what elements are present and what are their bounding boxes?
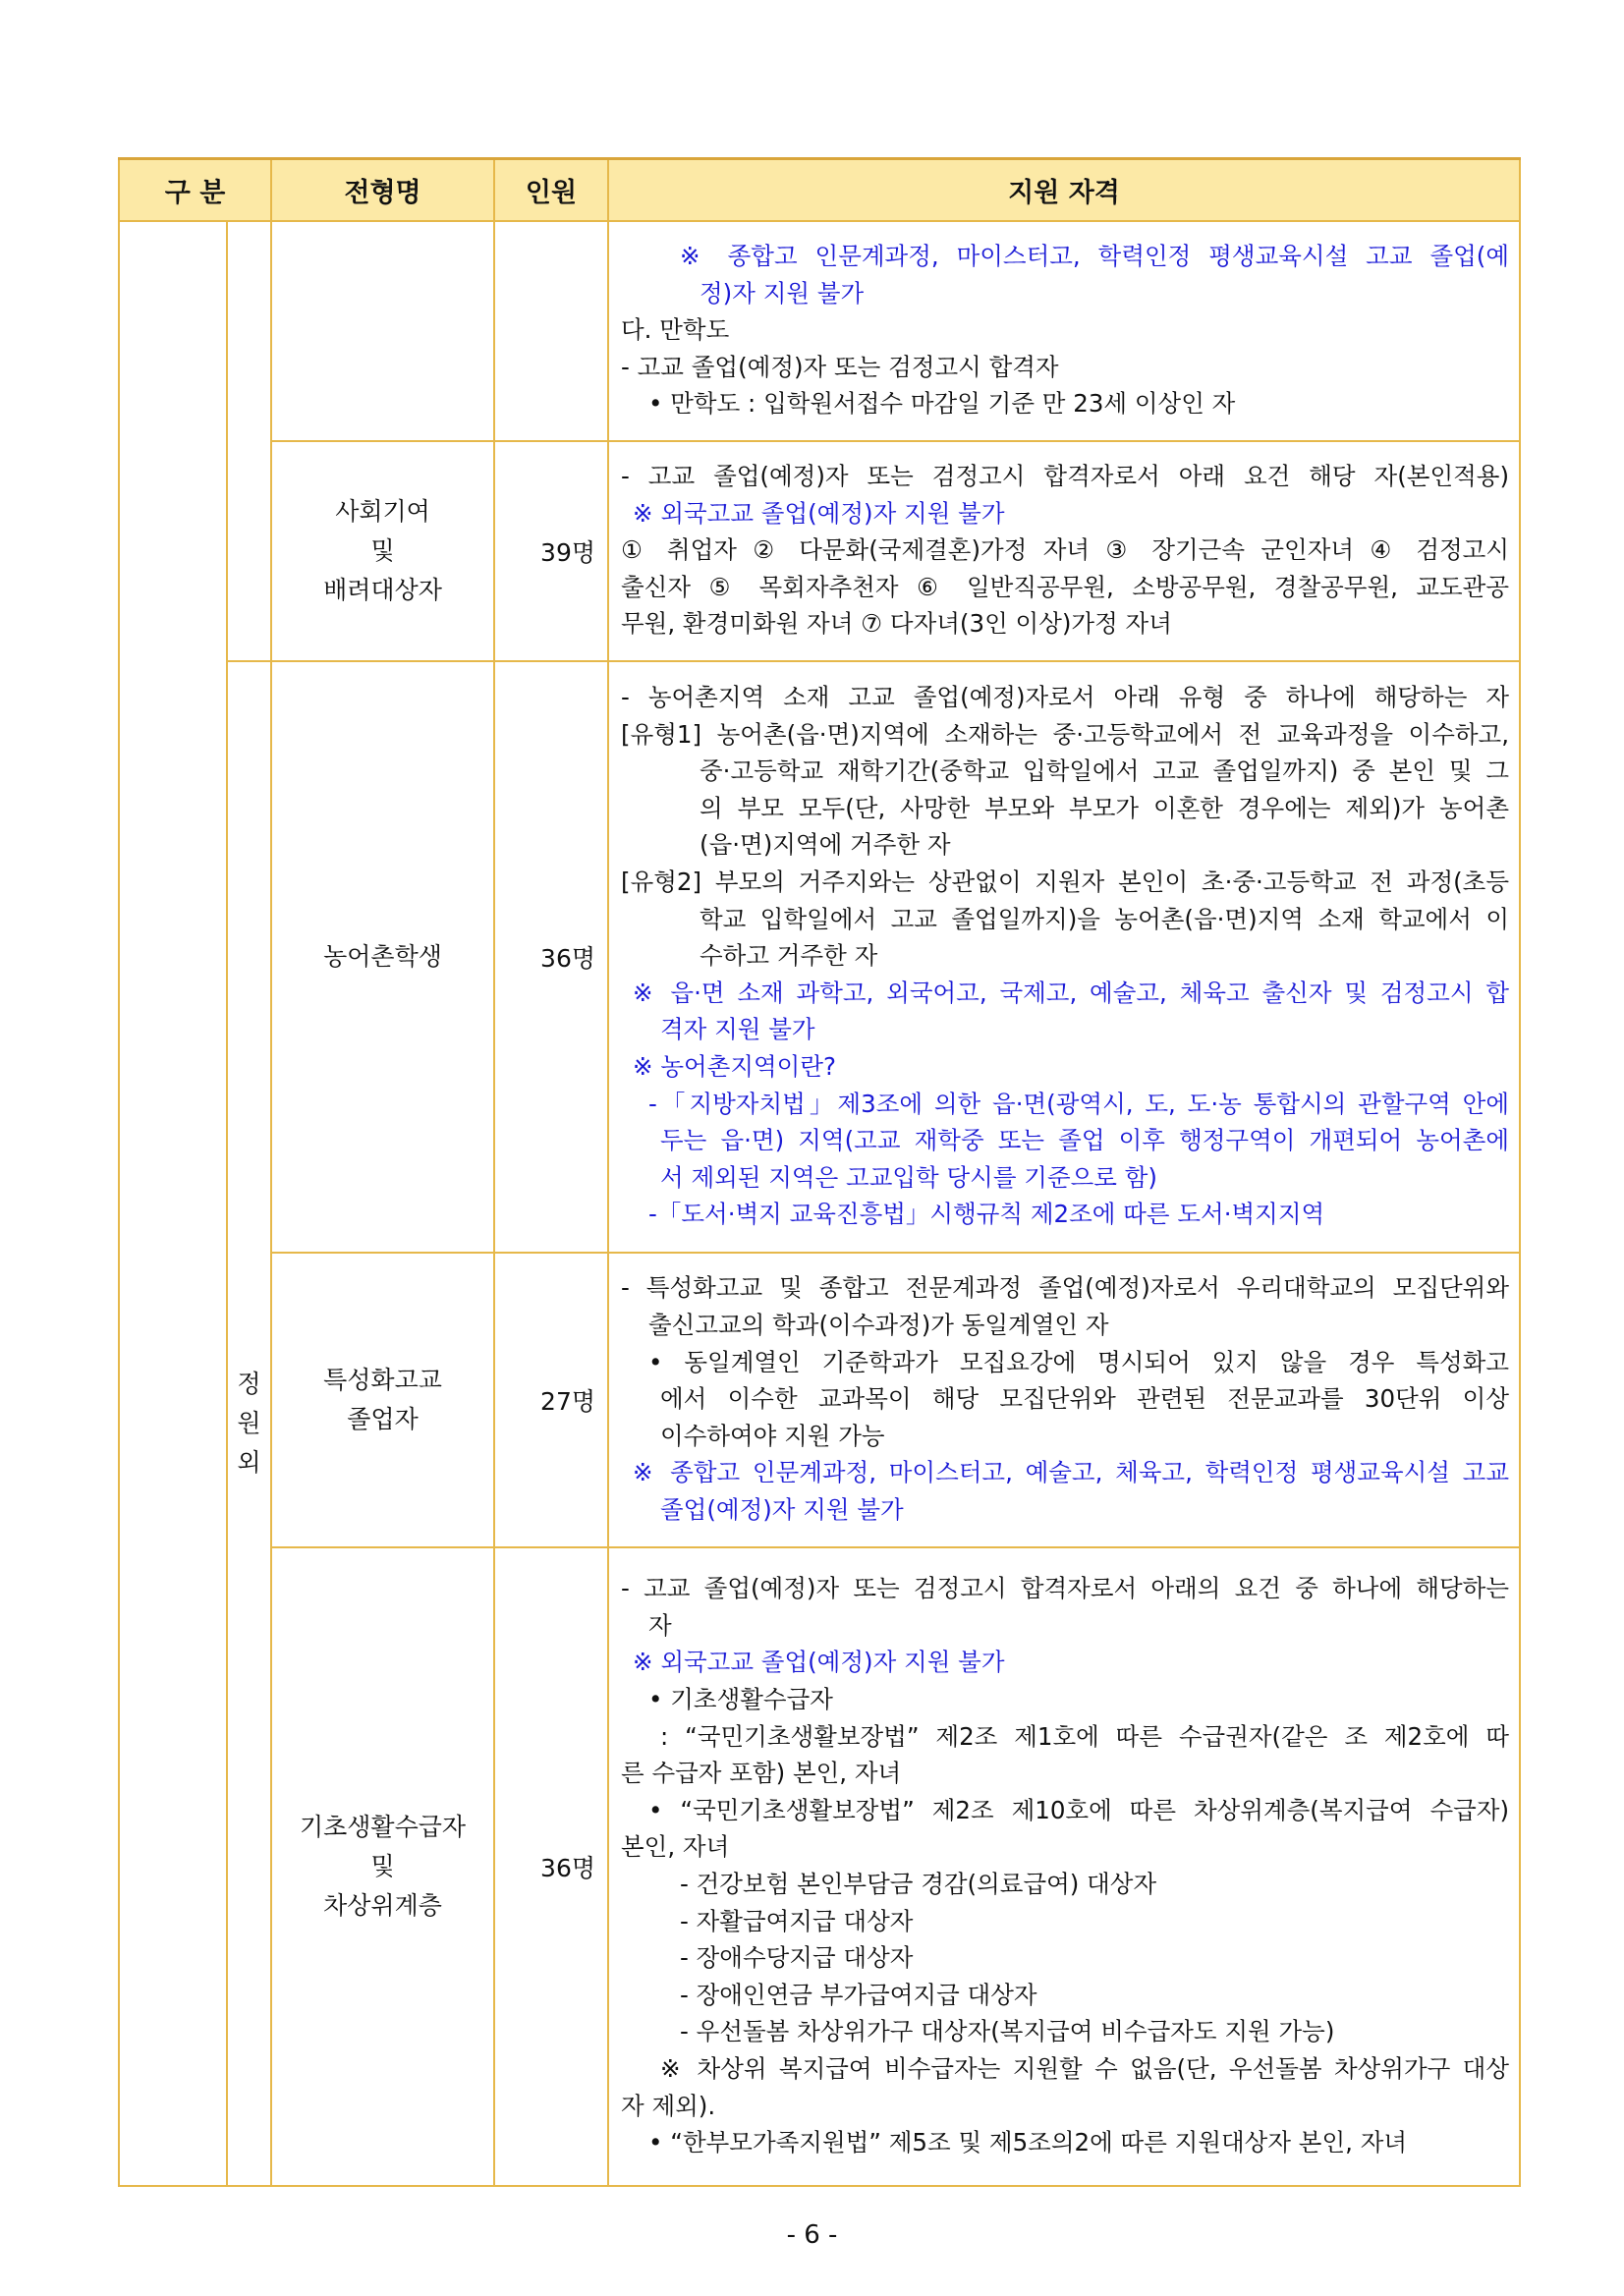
qualification-line: 출신자 ⑤ 목회자추천자 ⑥ 일반직공무원, 소방공무원, 경찰공무원, 교도관공 xyxy=(621,572,1510,601)
qualification-line: - 장애인연금 부가급여지급 대상자 xyxy=(680,1980,1037,2009)
table-row xyxy=(119,1253,1520,1547)
qualification-line: 학교 입학일에서 고교 졸업일까지)을 농어촌(읍·면)지역 소재 학교에서 이 xyxy=(700,904,1510,933)
table-row xyxy=(119,221,1520,441)
qualification-line: 무원, 환경미화원 자녀 ⑦ 다자녀(3인 이상)가정 자녀 xyxy=(621,609,1172,639)
type-name-line: 및 xyxy=(370,536,395,565)
qualification-line: • “국민기초생활보장법” 제2조 제10호에 따른 차상위계층(복지급여 수급자) xyxy=(648,1795,1510,1824)
header-qualification: 지원 자격 xyxy=(608,159,1520,222)
qualification-line: 졸업(예정)자 지원 불가 xyxy=(660,1494,904,1524)
type-name-line: 기초생활수급자 xyxy=(299,1813,467,1841)
header-type-name: 전형명 xyxy=(271,159,494,222)
qualification-line: 수하고 거주한 자 xyxy=(700,941,878,971)
qualification-line: ※ 읍·면 소재 과학고, 외국어고, 국제고, 예술고, 체육고 출신자 및 검정고시 합 xyxy=(633,978,1510,1007)
category-label-cell xyxy=(227,661,271,2186)
qualification-line: ※ 종합고 인문계과정, 마이스터고, 예술고, 체육고, 학력인정 평생교육시설 고교 xyxy=(633,1458,1510,1487)
header-category: 구 분 xyxy=(119,159,271,222)
qualification-line: - 농어촌지역 소재 고교 졸업(예정)자로서 아래 유형 중 하나에 해당하는 자 xyxy=(621,683,1510,712)
qualification-line: 중·고등학교 재학기간(중학교 입학일에서 고교 졸업일까지) 중 본인 및 그 xyxy=(700,756,1510,786)
category-blank-cell xyxy=(227,221,271,661)
qualification-line: - 고교 졸업(예정)자 또는 검정고시 합격자 xyxy=(621,352,1059,381)
qualification-line: ※ 종합고 인문계과정, 마이스터고, 학력인정 평생교육시설 고교 졸업(예 xyxy=(680,242,1510,271)
table-row xyxy=(119,1547,1520,2186)
type-name-cell xyxy=(271,221,494,441)
category-label-char: 외 xyxy=(237,1448,261,1477)
table-row xyxy=(119,661,1520,1253)
type-name-line: 특성화고교 xyxy=(323,1366,442,1394)
qualification-line: • 만학도 : 입학원서접수 마감일 기준 만 23세 이상인 자 xyxy=(648,389,1236,419)
qualification-line: 이수하여야 지원 가능 xyxy=(660,1421,885,1450)
type-name-line: 사회기여 xyxy=(335,497,430,526)
qualification-line: - 특성화고교 및 종합고 전문계과정 졸업(예정)자로서 우리대학교의 모집단위와 xyxy=(621,1273,1510,1303)
qualification-line: 두는 읍·면) 지역(고교 재학중 또는 졸업 이후 행정구역이 개편되어 농어촌에 xyxy=(660,1126,1510,1155)
category-label-char: 원 xyxy=(237,1409,261,1437)
page-number: - 6 - xyxy=(786,2220,838,2250)
qualification-line: 에서 이수한 교과목이 해당 모집단위와 관련된 전문교과를 30단위 이상 xyxy=(660,1384,1510,1414)
qualification-cell xyxy=(608,1547,1520,2186)
qualification-line: -「지방자치법」제3조에 의한 읍·면(광역시, 도, 도·농 통합시의 관할구역 안에 xyxy=(648,1089,1510,1118)
qualification-line: 출신고교의 학과(이수과정)가 동일계열인 자 xyxy=(648,1311,1109,1340)
qualification-line: • “한부모가족지원법” 제5조 및 제5조의2에 따른 지원대상자 본인, 자녀 xyxy=(648,2128,1408,2157)
qualification-line: - 장애수당지급 대상자 xyxy=(680,1943,914,1973)
type-name-cell xyxy=(271,661,494,1253)
category-outer-cell xyxy=(119,221,227,2186)
table-header-row xyxy=(119,159,1520,222)
qualification-line: • 기초생활수급자 xyxy=(648,1685,833,1714)
qualification-line: - 우선돌봄 차상위가구 대상자(복지급여 비수급자도 지원 가능) xyxy=(680,2017,1335,2046)
qualification-line: • 동일계열인 기준학과가 모집요강에 명시되어 있지 않을 경우 특성화고 xyxy=(648,1347,1510,1376)
qualification-line: 정)자 지원 불가 xyxy=(700,278,865,308)
qualification-line: 서 제외된 지역은 고교입학 당시를 기준으로 함) xyxy=(660,1162,1157,1192)
qualification-line: 격자 지원 불가 xyxy=(660,1015,815,1044)
type-name-line: 졸업자 xyxy=(347,1405,419,1433)
qualification-line: (읍·면)지역에 거주한 자 xyxy=(700,830,951,860)
qualification-line: - 고교 졸업(예정)자 또는 검정고시 합격자로서 아래 요건 해당 자(본인적용) xyxy=(621,462,1510,491)
qualification-line: - 자활급여지급 대상자 xyxy=(680,1906,914,1935)
header-count: 인원 xyxy=(494,159,608,222)
category-label-char: 정 xyxy=(237,1370,261,1398)
qualification-cell xyxy=(608,661,1520,1253)
qualification-cell xyxy=(608,441,1520,661)
qualification-line: 의 부모 모두(단, 사망한 부모와 부모가 이혼한 경우에는 제외)가 농어촌 xyxy=(700,793,1510,822)
type-name-line: 및 xyxy=(370,1852,395,1880)
qualification-line: ※ 농어촌지역이란? xyxy=(633,1051,837,1081)
qualification-line: 다. 만학도 xyxy=(621,315,730,345)
qualification-line: -「도서·벽지 교육진흥법」시행규칙 제2조에 따른 도서·벽지지역 xyxy=(648,1200,1325,1229)
qualification-line: 본인, 자녀 xyxy=(621,1832,730,1862)
type-name-cell xyxy=(271,441,494,661)
count-cell: 36명 xyxy=(494,1547,608,2186)
type-name-line: 차상위계층 xyxy=(323,1891,442,1920)
qualification-line: ※ 차상위 복지급여 비수급자는 지원할 수 없음(단, 우선돌봄 차상위가구 대상 xyxy=(660,2053,1510,2083)
qualification-line: : “국민기초생활보장법” 제2조 제1호에 따른 수급권자(같은 조 제2호에 따 xyxy=(660,1721,1510,1751)
table-row xyxy=(119,441,1520,661)
admission-table-page xyxy=(118,157,1521,2187)
type-name-cell xyxy=(271,1253,494,1547)
count-cell: 39명 xyxy=(494,441,608,661)
qualification-line: 른 수급자 포함) 본인, 자녀 xyxy=(621,1759,902,1788)
count-cell: 27명 xyxy=(494,1253,608,1547)
admission-table xyxy=(118,157,1521,2187)
qualification-line: [유형1] 농어촌(읍·면)지역에 소재하는 중·고등학교에서 전 교육과정을 이수하고, xyxy=(621,719,1510,749)
qualification-line: ① 취업자 ② 다문화(국제결혼)가정 자녀 ③ 장기근속 군인자녀 ④ 검정고시 xyxy=(621,535,1510,565)
qualification-line: ※ 외국고교 졸업(예정)자 지원 불가 xyxy=(633,498,1005,528)
qualification-cell xyxy=(608,1253,1520,1547)
count-cell: 36명 xyxy=(494,661,608,1253)
qualification-line: - 건강보험 본인부담금 경감(의료급여) 대상자 xyxy=(680,1870,1157,1898)
qualification-line: [유형2] 부모의 거주지와는 상관없이 지원자 본인이 초·중·고등학교 전 과정(초등 xyxy=(621,868,1510,897)
qualification-line: ※ 외국고교 졸업(예정)자 지원 불가 xyxy=(633,1648,1005,1677)
type-name-line: 배려대상자 xyxy=(323,576,442,604)
table-body xyxy=(119,221,1520,2186)
qualification-line: 자 제외). xyxy=(621,2091,716,2120)
qualification-line: - 고교 졸업(예정)자 또는 검정고시 합격자로서 아래의 요건 중 하나에 해당하는 xyxy=(621,1574,1510,1603)
count-cell xyxy=(494,221,608,441)
type-name-line: 농어촌학생 xyxy=(323,942,442,971)
qualification-cell xyxy=(608,221,1520,441)
qualification-line: 자 xyxy=(648,1610,672,1640)
type-name-cell xyxy=(271,1547,494,2186)
